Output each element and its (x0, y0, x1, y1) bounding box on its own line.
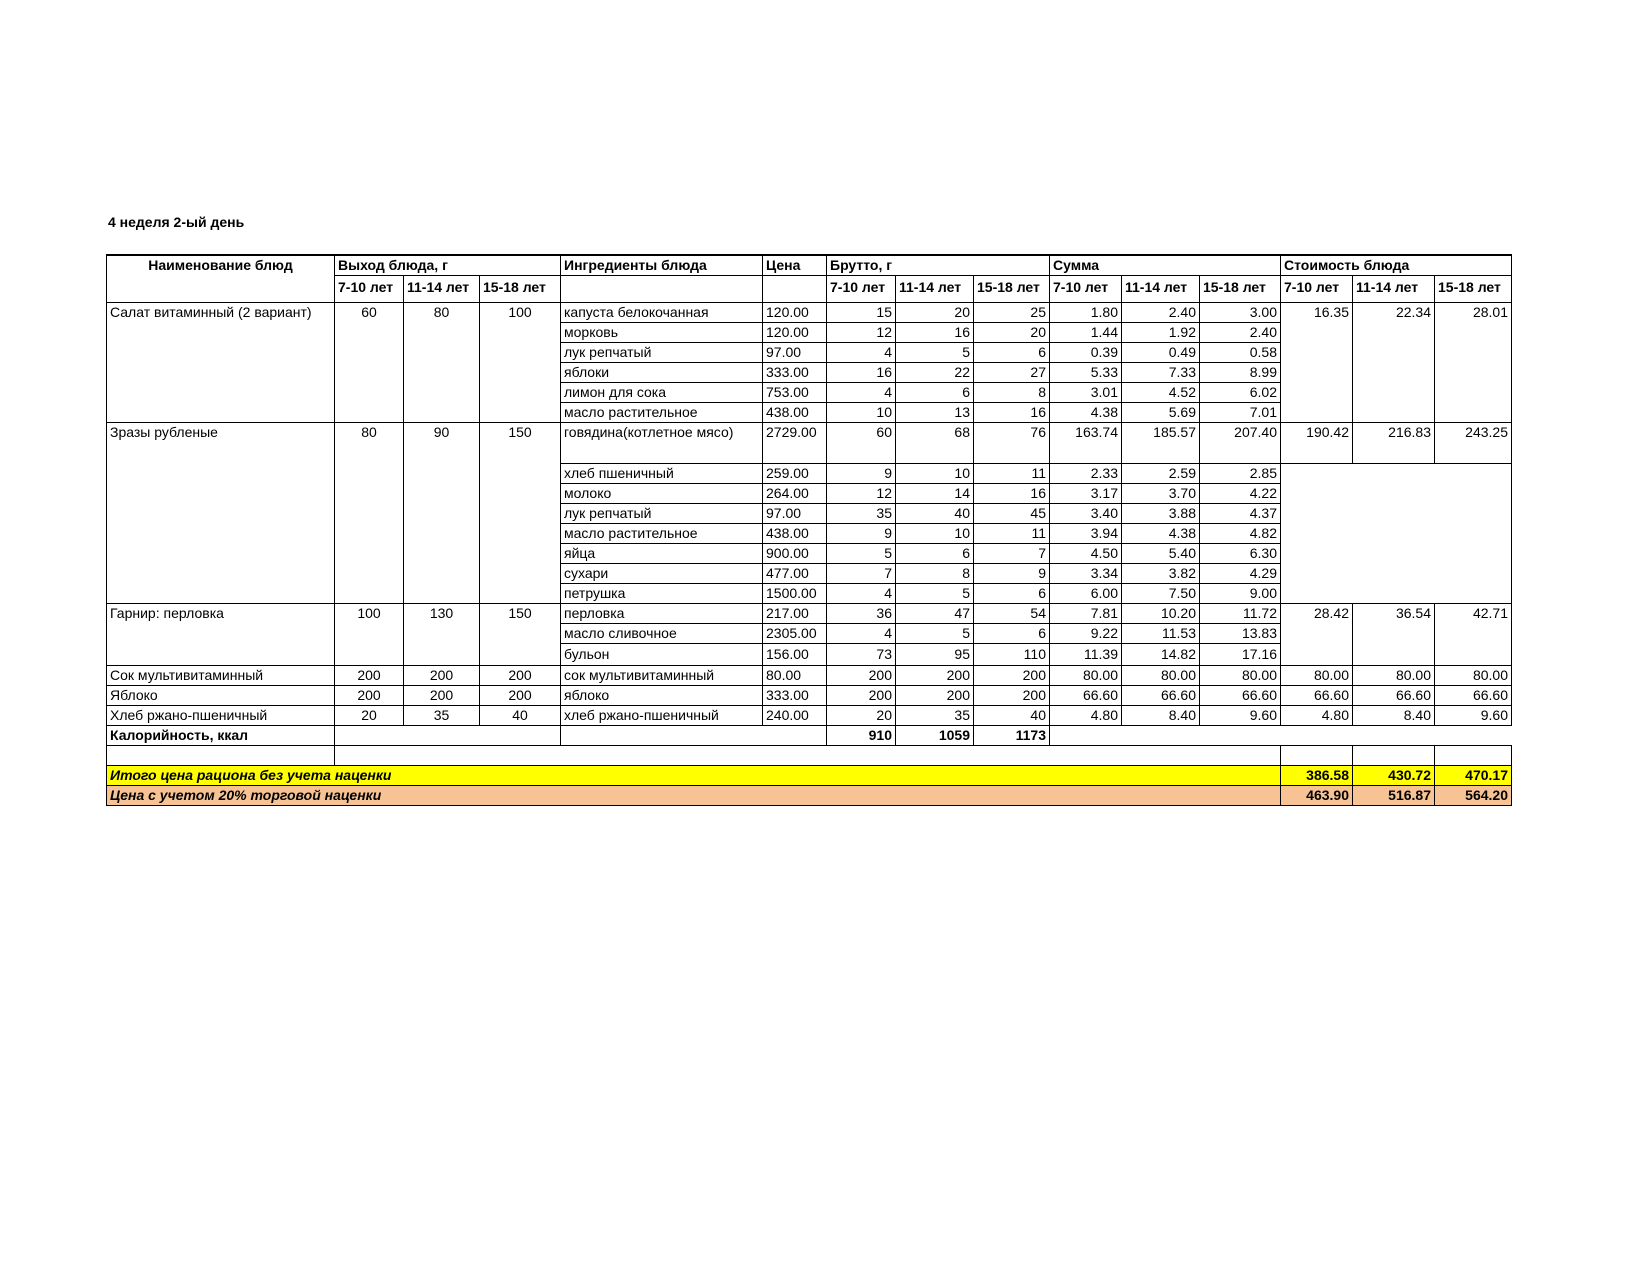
ingredient-sum: 13.83 (1200, 624, 1281, 644)
ingredient-gross: 16 (896, 323, 974, 343)
ingredient-row (107, 686, 1512, 706)
ingredient-sum: 2.40 (1122, 303, 1200, 323)
ingredient-gross: 200 (974, 666, 1050, 686)
ingredient-row (107, 423, 1512, 464)
header-row-1 (107, 255, 1512, 276)
ingredient-gross: 6 (896, 383, 974, 403)
ingredient-sum: 185.57 (1122, 423, 1200, 464)
ingredient-sum: 6.30 (1200, 544, 1281, 564)
ingredient-sum: 11.72 (1200, 604, 1281, 624)
ingredient-gross: 200 (896, 666, 974, 686)
ingredient-gross: 47 (896, 604, 974, 624)
ingredient-price: 97.00 (763, 504, 827, 524)
ingredient-row (107, 706, 1512, 726)
calories-value: 1173 (974, 726, 1050, 746)
ingredient-name: хлеб ржано-пшеничный (561, 706, 763, 726)
ingredient-gross: 200 (974, 686, 1050, 706)
ingredient-gross: 200 (896, 686, 974, 706)
ingredient-sum: 3.17 (1050, 484, 1122, 504)
ingredient-sum: 9.22 (1050, 624, 1122, 644)
dish-yield: 200 (480, 666, 561, 686)
ingredient-sum: 14.82 (1122, 644, 1200, 666)
ingredient-price: 2729.00 (763, 423, 827, 464)
ingredient-sum: 3.70 (1122, 484, 1200, 504)
ingredient-sum: 0.58 (1200, 343, 1281, 363)
ingredient-gross: 9 (827, 464, 896, 484)
ingredient-row (107, 604, 1512, 624)
ingredient-name: масло сливочное (561, 624, 763, 644)
ingredient-sum: 163.74 (1050, 423, 1122, 464)
empty-cell (107, 746, 335, 766)
dish-cost: 216.83 (1353, 423, 1435, 464)
ingredient-sum: 2.40 (1200, 323, 1281, 343)
calories-empty (335, 726, 561, 746)
ingredient-gross: 45 (974, 504, 1050, 524)
ingredient-price: 900.00 (763, 544, 827, 564)
header-age-yield: 7-10 лет (335, 276, 404, 303)
header-age-cost: 15-18 лет (1435, 276, 1512, 303)
header-ingredients: Ингредиенты блюда (561, 255, 763, 276)
dish-yield: 60 (335, 303, 404, 423)
dish-yield: 130 (404, 604, 480, 666)
dish-yield: 200 (404, 686, 480, 706)
dish-name: Сок мультивитаминный (107, 666, 335, 686)
header-cost: Стоимость блюда (1281, 255, 1512, 276)
calories-label: Калорийность, ккал (107, 726, 335, 746)
ingredient-price: 753.00 (763, 383, 827, 403)
ingredient-name: хлеб пшеничный (561, 464, 763, 484)
ingredient-gross: 110 (974, 644, 1050, 666)
dish-cost: 80.00 (1353, 666, 1435, 686)
ingredient-gross: 20 (827, 706, 896, 726)
dish-yield: 80 (335, 423, 404, 604)
ingredient-gross: 10 (896, 524, 974, 544)
ingredient-name: перловка (561, 604, 763, 624)
dish-yield: 20 (335, 706, 404, 726)
menu-table (106, 254, 1512, 806)
ingredient-price: 438.00 (763, 524, 827, 544)
ingredient-row (107, 666, 1512, 686)
dish-name: Яблоко (107, 686, 335, 706)
ingredient-gross: 4 (827, 624, 896, 644)
ingredient-sum: 66.60 (1122, 686, 1200, 706)
ingredient-name: лимон для сока (561, 383, 763, 403)
ingredient-gross: 54 (974, 604, 1050, 624)
ingredient-name: морковь (561, 323, 763, 343)
ingredient-name: яблоки (561, 363, 763, 383)
ingredient-gross: 22 (896, 363, 974, 383)
ingredient-sum: 7.33 (1122, 363, 1200, 383)
dish-yield: 40 (480, 706, 561, 726)
dish-yield: 90 (404, 423, 480, 604)
ingredient-gross: 14 (896, 484, 974, 504)
ingredient-sum: 4.80 (1050, 706, 1122, 726)
total-no-markup-value: 386.58 (1281, 766, 1353, 786)
dish-yield: 80 (404, 303, 480, 423)
dish-cost: 9.60 (1435, 706, 1512, 726)
ingredient-gross: 5 (896, 343, 974, 363)
ingredient-gross: 10 (896, 464, 974, 484)
dish-yield: 100 (480, 303, 561, 423)
ingredient-sum: 4.82 (1200, 524, 1281, 544)
total-no-markup-label: Итого цена рациона без учета наценки (107, 766, 1281, 786)
ingredient-gross: 7 (827, 564, 896, 584)
ingredient-sum: 4.50 (1050, 544, 1122, 564)
ingredient-sum: 3.40 (1050, 504, 1122, 524)
ingredient-sum: 11.39 (1050, 644, 1122, 666)
dish-cost: 66.60 (1353, 686, 1435, 706)
empty-row (107, 746, 1512, 766)
ingredient-gross: 4 (827, 584, 896, 604)
ingredient-sum: 80.00 (1050, 666, 1122, 686)
header-yield: Выход блюда, г (335, 255, 561, 276)
ingredient-gross: 13 (896, 403, 974, 423)
ingredient-price: 438.00 (763, 403, 827, 423)
dish-cost: 42.71 (1435, 604, 1512, 666)
ingredient-gross: 68 (896, 423, 974, 464)
dish-cost: 66.60 (1281, 686, 1353, 706)
ingredient-sum: 66.60 (1050, 686, 1122, 706)
total-no-markup-value: 430.72 (1353, 766, 1435, 786)
dish-cost: 190.42 (1281, 423, 1353, 464)
ingredient-sum: 2.59 (1122, 464, 1200, 484)
ingredient-sum: 4.52 (1122, 383, 1200, 403)
ingredient-price: 477.00 (763, 564, 827, 584)
dish-cost: 4.80 (1281, 706, 1353, 726)
header-age-yield: 11-14 лет (404, 276, 480, 303)
calories-empty (561, 726, 827, 746)
header-sum: Сумма (1050, 255, 1281, 276)
ingredient-gross: 7 (974, 544, 1050, 564)
ingredient-gross: 200 (827, 686, 896, 706)
ingredient-sum: 80.00 (1122, 666, 1200, 686)
ingredient-price: 97.00 (763, 343, 827, 363)
dish-yield: 200 (335, 686, 404, 706)
dish-cost: 28.42 (1281, 604, 1353, 666)
ingredient-name: говядина(котлетное мясо) (561, 423, 763, 464)
ingredient-name: петрушка (561, 584, 763, 604)
ingredient-sum: 2.85 (1200, 464, 1281, 484)
ingredient-gross: 200 (827, 666, 896, 686)
ingredient-sum: 2.33 (1050, 464, 1122, 484)
ingredient-sum: 10.20 (1122, 604, 1200, 624)
header-dish: Наименование блюд (107, 255, 335, 303)
ingredient-sum: 207.40 (1200, 423, 1281, 464)
dish-name: Гарнир: перловка (107, 604, 335, 666)
ingredient-gross: 6 (896, 544, 974, 564)
dish-cost: 80.00 (1281, 666, 1353, 686)
ingredient-price: 240.00 (763, 706, 827, 726)
ingredient-sum: 0.39 (1050, 343, 1122, 363)
ingredient-gross: 15 (827, 303, 896, 323)
dish-yield: 150 (480, 604, 561, 666)
dish-yield: 35 (404, 706, 480, 726)
dish-yield: 200 (480, 686, 561, 706)
ingredient-gross: 5 (896, 624, 974, 644)
ingredient-gross: 12 (827, 484, 896, 504)
ingredient-sum: 1.44 (1050, 323, 1122, 343)
total-row-markup (107, 786, 1512, 806)
calories-value: 1059 (896, 726, 974, 746)
ingredient-price: 156.00 (763, 644, 827, 666)
ingredient-gross: 6 (974, 624, 1050, 644)
total-no-markup-value: 470.17 (1435, 766, 1512, 786)
ingredient-gross: 16 (974, 484, 1050, 504)
ingredient-gross: 20 (974, 323, 1050, 343)
ingredient-sum: 3.88 (1122, 504, 1200, 524)
ingredient-sum: 7.50 (1122, 584, 1200, 604)
ingredient-sum: 4.22 (1200, 484, 1281, 504)
ingredient-sum: 4.37 (1200, 504, 1281, 524)
ingredient-sum: 7.01 (1200, 403, 1281, 423)
ingredient-gross: 6 (974, 343, 1050, 363)
header-age-sum: 11-14 лет (1122, 276, 1200, 303)
ingredient-gross: 8 (974, 383, 1050, 403)
ingredient-price: 120.00 (763, 323, 827, 343)
dish-name: Салат витаминный (2 вариант) (107, 303, 335, 423)
ingredient-sum: 66.60 (1200, 686, 1281, 706)
ingredient-gross: 9 (974, 564, 1050, 584)
ingredient-gross: 35 (827, 504, 896, 524)
header-age-cost: 11-14 лет (1353, 276, 1435, 303)
ingredient-price: 120.00 (763, 303, 827, 323)
dish-yield: 200 (335, 666, 404, 686)
ingredient-sum: 80.00 (1200, 666, 1281, 686)
ingredient-name: масло растительное (561, 403, 763, 423)
dish-cost: 8.40 (1353, 706, 1435, 726)
ingredient-sum: 8.99 (1200, 363, 1281, 383)
ingredient-sum: 3.34 (1050, 564, 1122, 584)
header-ingredients-empty (561, 276, 763, 303)
ingredient-sum: 0.49 (1122, 343, 1200, 363)
ingredient-sum: 17.16 (1200, 644, 1281, 666)
ingredient-gross: 25 (974, 303, 1050, 323)
ingredient-sum: 5.33 (1050, 363, 1122, 383)
ingredient-name: яйца (561, 544, 763, 564)
dish-cost: 243.25 (1435, 423, 1512, 464)
calories-row (107, 726, 1512, 746)
ingredient-name: лук репчатый (561, 343, 763, 363)
dish-cost: 80.00 (1435, 666, 1512, 686)
header-price: Цена (763, 255, 827, 276)
header-age-sum: 15-18 лет (1200, 276, 1281, 303)
header-age-gross: 11-14 лет (896, 276, 974, 303)
dish-name: Хлеб ржано-пшеничный (107, 706, 335, 726)
ingredient-sum: 8.40 (1122, 706, 1200, 726)
header-age-yield: 15-18 лет (480, 276, 561, 303)
ingredient-name: масло растительное (561, 524, 763, 544)
empty-cell (1281, 746, 1353, 766)
ingredient-name: сок мультивитаминный (561, 666, 763, 686)
ingredient-gross: 5 (896, 584, 974, 604)
dish-cost: 66.60 (1435, 686, 1512, 706)
ingredient-gross: 4 (827, 383, 896, 403)
ingredient-gross: 16 (827, 363, 896, 383)
ingredient-gross: 20 (896, 303, 974, 323)
header-gross: Брутто, г (827, 255, 1050, 276)
ingredient-gross: 11 (974, 464, 1050, 484)
ingredient-gross: 36 (827, 604, 896, 624)
total-markup-label: Цена с учетом 20% торговой наценки (107, 786, 1281, 806)
page-title: 4 неделя 2-ый день (108, 214, 245, 230)
ingredient-row (107, 303, 1512, 323)
ingredient-price: 80.00 (763, 666, 827, 686)
total-markup-value: 463.90 (1281, 786, 1353, 806)
ingredient-price: 333.00 (763, 363, 827, 383)
ingredient-price: 333.00 (763, 686, 827, 706)
ingredient-sum: 4.38 (1122, 524, 1200, 544)
dish-cost: 16.35 (1281, 303, 1353, 423)
ingredient-gross: 40 (974, 706, 1050, 726)
ingredient-gross: 4 (827, 343, 896, 363)
ingredient-sum: 6.02 (1200, 383, 1281, 403)
ingredient-gross: 9 (827, 524, 896, 544)
ingredient-sum: 4.38 (1050, 403, 1122, 423)
ingredient-gross: 10 (827, 403, 896, 423)
ingredient-gross: 73 (827, 644, 896, 666)
ingredient-gross: 16 (974, 403, 1050, 423)
ingredient-gross: 27 (974, 363, 1050, 383)
ingredient-sum: 1.80 (1050, 303, 1122, 323)
ingredient-sum: 3.94 (1050, 524, 1122, 544)
ingredient-sum: 11.53 (1122, 624, 1200, 644)
ingredient-price: 259.00 (763, 464, 827, 484)
header-age-gross: 15-18 лет (974, 276, 1050, 303)
ingredient-gross: 60 (827, 423, 896, 464)
header-price-empty (763, 276, 827, 303)
dish-yield: 200 (404, 666, 480, 686)
ingredient-gross: 6 (974, 584, 1050, 604)
total-markup-value: 516.87 (1353, 786, 1435, 806)
ingredient-sum: 7.81 (1050, 604, 1122, 624)
ingredient-gross: 40 (896, 504, 974, 524)
ingredient-name: бульон (561, 644, 763, 666)
ingredient-sum: 6.00 (1050, 584, 1122, 604)
total-markup-value: 564.20 (1435, 786, 1512, 806)
empty-cell (1435, 746, 1512, 766)
ingredient-sum: 3.01 (1050, 383, 1122, 403)
dish-cost: 22.34 (1353, 303, 1435, 423)
dish-cost-empty (1281, 464, 1512, 604)
total-row-no-markup (107, 766, 1512, 786)
ingredient-sum: 5.69 (1122, 403, 1200, 423)
ingredient-name: сухари (561, 564, 763, 584)
header-age-gross: 7-10 лет (827, 276, 896, 303)
header-age-sum: 7-10 лет (1050, 276, 1122, 303)
ingredient-gross: 5 (827, 544, 896, 564)
ingredient-sum: 4.29 (1200, 564, 1281, 584)
ingredient-gross: 76 (974, 423, 1050, 464)
empty-cell (335, 746, 1281, 766)
ingredient-price: 1500.00 (763, 584, 827, 604)
dish-cost: 28.01 (1435, 303, 1512, 423)
ingredient-gross: 95 (896, 644, 974, 666)
calories-empty (1050, 726, 1512, 746)
dish-cost: 36.54 (1353, 604, 1435, 666)
dish-yield: 100 (335, 604, 404, 666)
ingredient-name: капуста белокочанная (561, 303, 763, 323)
ingredient-sum: 9.00 (1200, 584, 1281, 604)
ingredient-price: 217.00 (763, 604, 827, 624)
dish-name: Зразы рубленые (107, 423, 335, 604)
dish-yield: 150 (480, 423, 561, 604)
ingredient-sum: 3.00 (1200, 303, 1281, 323)
ingredient-gross: 8 (896, 564, 974, 584)
ingredient-name: лук репчатый (561, 504, 763, 524)
calories-value: 910 (827, 726, 896, 746)
ingredient-sum: 9.60 (1200, 706, 1281, 726)
ingredient-name: яблоко (561, 686, 763, 706)
ingredient-gross: 11 (974, 524, 1050, 544)
ingredient-sum: 1.92 (1122, 323, 1200, 343)
empty-cell (1353, 746, 1435, 766)
ingredient-gross: 35 (896, 706, 974, 726)
ingredient-price: 264.00 (763, 484, 827, 504)
ingredient-name: молоко (561, 484, 763, 504)
ingredient-sum: 3.82 (1122, 564, 1200, 584)
ingredient-price: 2305.00 (763, 624, 827, 644)
header-age-cost: 7-10 лет (1281, 276, 1353, 303)
ingredient-sum: 5.40 (1122, 544, 1200, 564)
ingredient-gross: 12 (827, 323, 896, 343)
